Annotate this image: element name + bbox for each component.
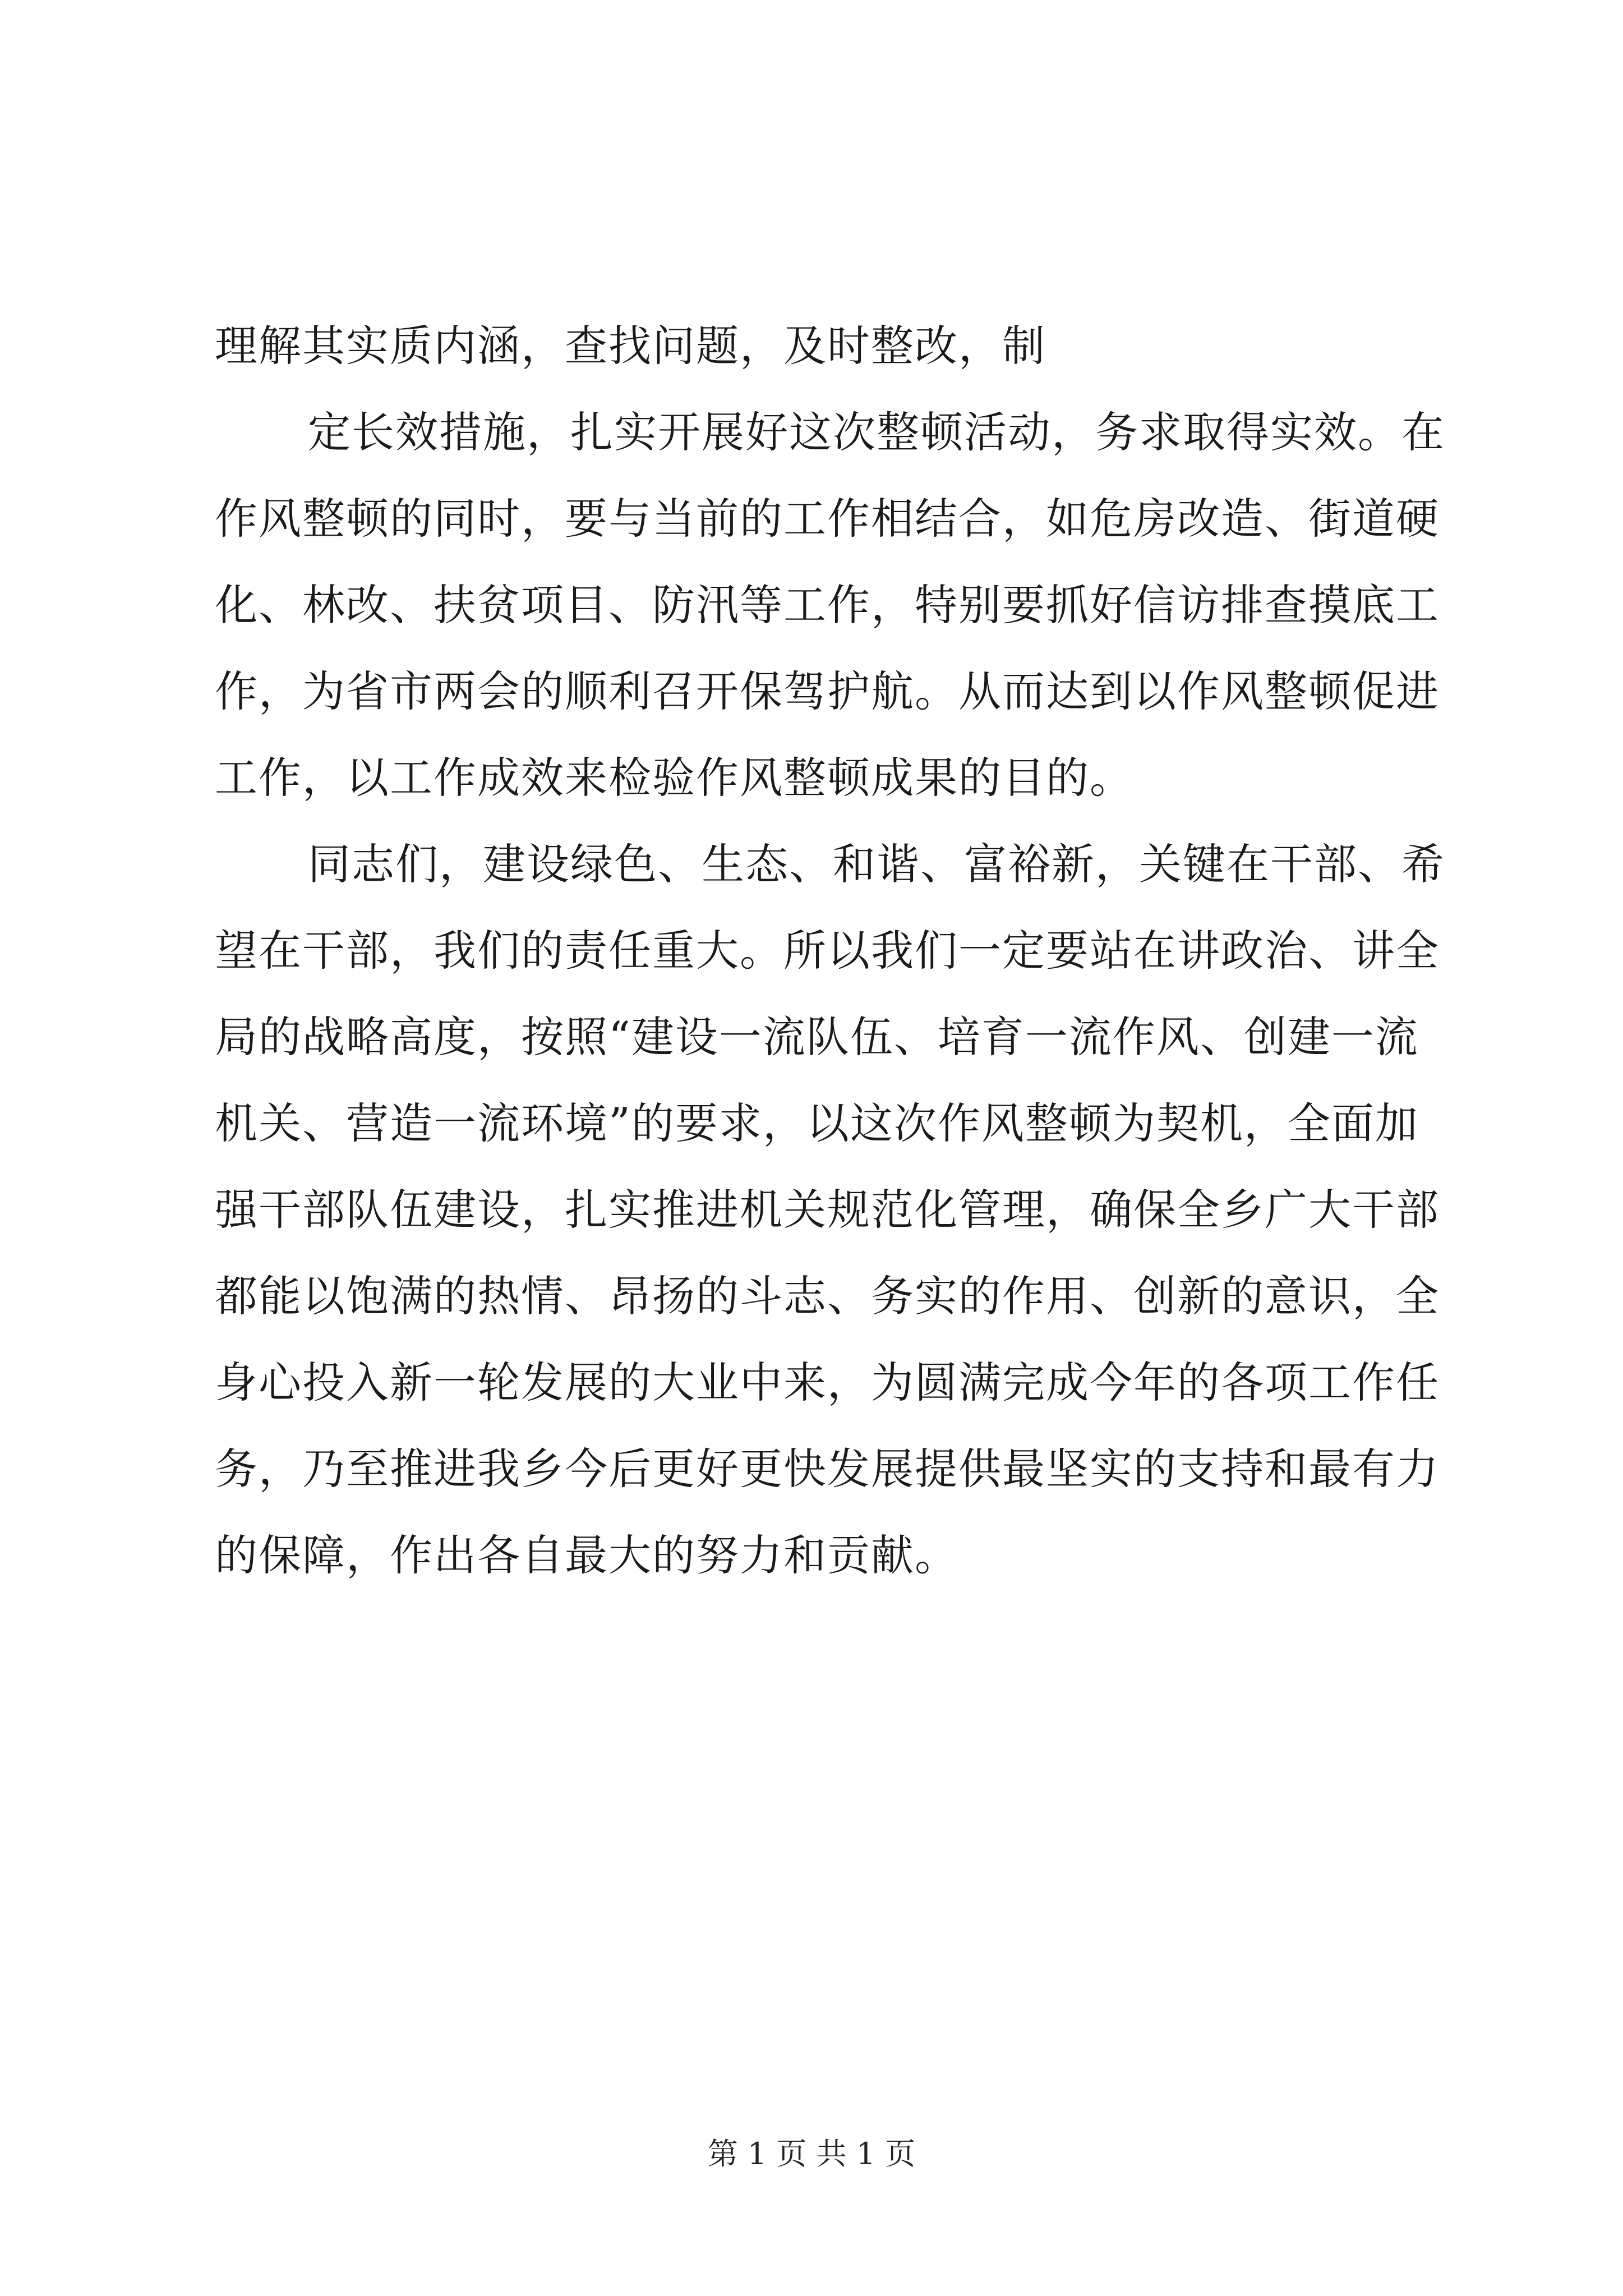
paragraph-first-line: 定长效措施，扎实开展好这次整顿活动，务求取得实效。在 xyxy=(308,407,1445,457)
text-line: 作风整顿的同时，要与当前的工作相结合，如危房改造、街道硬 xyxy=(215,494,1440,544)
text-line: 局的战略高度，按照“建设一流队伍、培育一流作风、创建一流 xyxy=(215,1012,1419,1062)
text-line: 强干部队伍建设，扎实推进机关规范化管理，确保全乡广大干部 xyxy=(215,1185,1440,1235)
text-line: 机关、营造一流环境”的要求，以这次作风整顿为契机，全面加 xyxy=(215,1098,1419,1148)
paragraph-first-line: 同志们，建设绿色、生态、和谐、富裕新，关键在干部、希 xyxy=(308,839,1445,889)
document-body xyxy=(215,303,1445,1599)
text-line: 的保障，作出各自最大的努力和贡献。 xyxy=(215,1530,958,1580)
text-line: 都能以饱满的热情、昂扬的斗志、务实的作用、创新的意识，全 xyxy=(215,1271,1440,1321)
text-line: 身心投入新一轮发展的大业中来，为圆满完成今年的各项工作任 xyxy=(215,1358,1440,1407)
text-line: 化、林改、扶贫项目、防汛等工作，特别要抓好信访排查摸底工 xyxy=(215,580,1440,630)
text-line: 务，乃至推进我乡今后更好更快发展提供最坚实的支持和最有力 xyxy=(215,1444,1440,1494)
text-line: 望在干部，我们的责任重大。所以我们一定要站在讲政治、讲全 xyxy=(215,926,1440,976)
page-number-footer: 第 1 页 共 1 页 xyxy=(707,2136,916,2171)
text-line: 作，为省市两会的顺利召开保驾护航。从而达到以作风整顿促进 xyxy=(215,666,1440,716)
text-line: 理解其实质内涵，查找问题，及时整改，制 xyxy=(215,321,1046,371)
text-line: 工作，以工作成效来检验作风整顿成果的目的。 xyxy=(215,753,1133,803)
